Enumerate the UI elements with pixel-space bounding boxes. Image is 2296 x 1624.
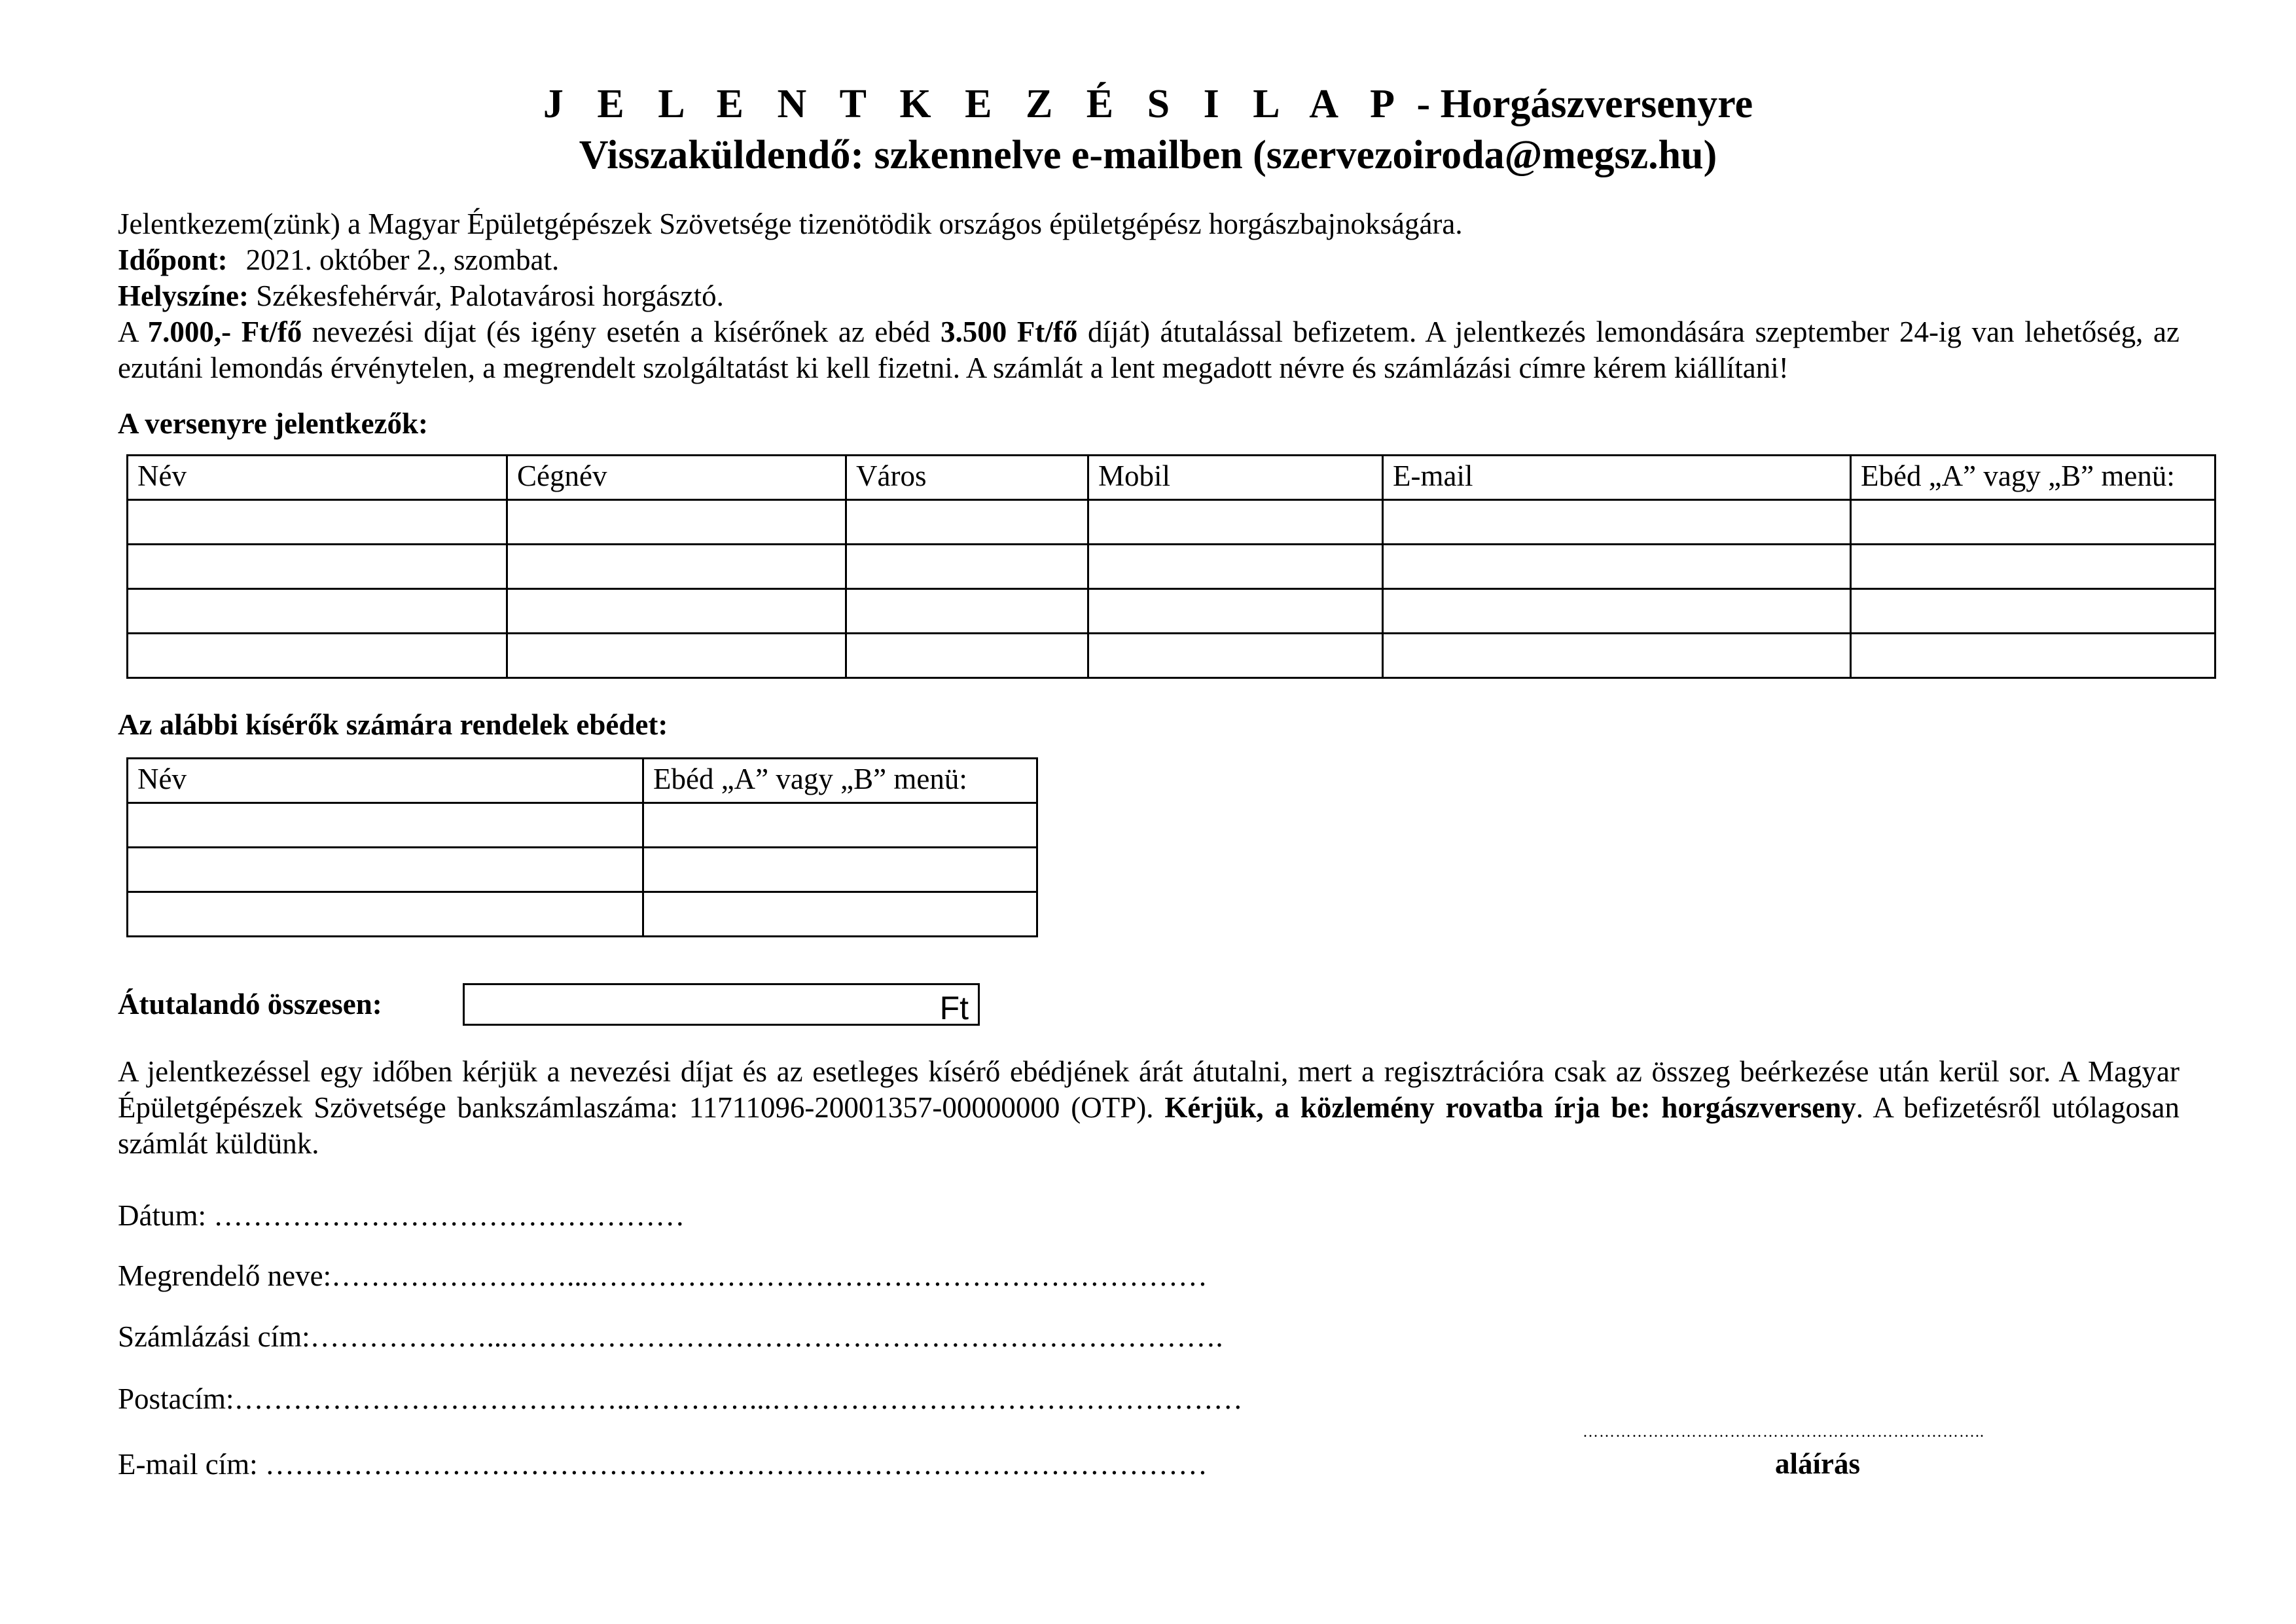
participant-city-cell[interactable] — [846, 634, 1088, 678]
col-header-lunch-menu: Ebéd „A” vagy „B” menü: — [1851, 456, 2215, 500]
companion-col-header-menu: Ebéd „A” vagy „B” menü: — [643, 759, 1037, 803]
fee-paragraph — [118, 314, 2179, 386]
total-label: Átutalandó összesen: — [118, 988, 382, 1020]
participants-heading: A versenyre jelentkezők: — [118, 407, 429, 440]
participant-city-cell[interactable] — [846, 589, 1088, 634]
payment-text-1: A jelentkezéssel egy időben kérjük a nevezési díjat és az esetleges kísérő ebédjének árát átutalni, mert a regisztrációra csak az összeg beérkezése után kerül sor. A Magyar Épületgépészek Szövetsége bankszámlaszáma: 11711096-20001357-00000000 (OTP). — [118, 1055, 2179, 1124]
companion-row — [128, 803, 1037, 848]
participant-row — [128, 545, 2215, 589]
companion-row — [128, 892, 1037, 937]
participant-name-cell[interactable] — [128, 500, 507, 545]
companions-heading: Az alábbi kísérők számára rendelek ebédet: — [118, 708, 668, 741]
payment-reference-note: Kérjük, a közlemény rovatba írja be: horgászverseny — [1164, 1091, 1856, 1124]
participant-menu-cell[interactable] — [1851, 589, 2215, 634]
participant-name-cell[interactable] — [128, 545, 507, 589]
participant-email-cell[interactable] — [1383, 589, 1851, 634]
companion-name-cell[interactable] — [128, 803, 643, 848]
companion-name-cell[interactable] — [128, 848, 643, 892]
email-address-field[interactable]: E-mail cím: …………………………………………………………………………………… — [118, 1448, 1208, 1481]
participant-city-cell[interactable] — [846, 545, 1088, 589]
companion-menu-cell[interactable] — [643, 803, 1037, 848]
companion-menu-cell[interactable] — [643, 848, 1037, 892]
participants-table — [126, 454, 2216, 679]
participant-menu-cell[interactable] — [1851, 500, 2215, 545]
companions-header-row — [128, 759, 1037, 803]
orderer-name-field[interactable]: Megrendelő neve:……………………...……………………………………………………… — [118, 1259, 1208, 1292]
form-title-spaced: J E L E N T K E Z É S I L A P — [543, 82, 1407, 126]
col-header-city: Város — [846, 456, 1088, 500]
participant-name-cell[interactable] — [128, 634, 507, 678]
col-header-name: Név — [128, 456, 507, 500]
participant-company-cell[interactable] — [507, 500, 846, 545]
date-field[interactable]: Dátum: ………………………………………… — [118, 1199, 685, 1232]
fee-text-1: A — [118, 316, 148, 348]
col-header-company: Cégnév — [507, 456, 846, 500]
signature-label: aláírás — [1775, 1447, 1860, 1480]
participants-header-row — [128, 456, 2215, 500]
intro-line: Jelentkezem(zünk) a Magyar Épületgépészek Szövetsége tizenötödik országos épületgépész horgászbajnokságára. — [118, 208, 1463, 240]
participant-row — [128, 500, 2215, 545]
col-header-email: E-mail — [1383, 456, 1851, 500]
participant-mobile-cell[interactable] — [1088, 545, 1383, 589]
companion-menu-cell[interactable] — [643, 892, 1037, 937]
participant-row — [128, 634, 2215, 678]
event-place-value: Székesfehérvár, Palotavárosi horgásztó. — [256, 280, 724, 312]
participant-email-cell[interactable] — [1383, 500, 1851, 545]
participant-company-cell[interactable] — [507, 589, 846, 634]
participant-menu-cell[interactable] — [1851, 634, 2215, 678]
participant-company-cell[interactable] — [507, 634, 846, 678]
payment-paragraph — [118, 1054, 2179, 1162]
billing-address-field[interactable]: Számlázási cím:………………...………………………………………………………………. — [118, 1320, 1223, 1353]
participant-mobile-cell[interactable] — [1088, 634, 1383, 678]
companions-table — [126, 757, 1038, 937]
companion-row — [128, 848, 1037, 892]
event-place-label: Helyszíne: — [118, 280, 249, 312]
total-amount-field[interactable] — [463, 983, 980, 1026]
participant-mobile-cell[interactable] — [1088, 589, 1383, 634]
total-currency-unit: Ft — [939, 990, 969, 1026]
event-date-value: 2021. október 2., szombat. — [245, 244, 560, 276]
participant-mobile-cell[interactable] — [1088, 500, 1383, 545]
payment-text-2: . A befizetésről utólagosan számlát küldünk. — [118, 1091, 2179, 1160]
companion-col-header-name: Név — [128, 759, 643, 803]
fee-amount: 7.000,- Ft/fő — [147, 316, 302, 348]
event-date — [118, 242, 2179, 278]
participant-company-cell[interactable] — [507, 545, 846, 589]
event-place — [118, 278, 2179, 314]
participant-email-cell[interactable] — [1383, 634, 1851, 678]
participant-email-cell[interactable] — [1383, 545, 1851, 589]
col-header-mobile: Mobil — [1088, 456, 1383, 500]
lunch-amount: 3.500 Ft/fő — [941, 316, 1078, 348]
participant-row — [128, 589, 2215, 634]
signature-line[interactable]: ……………………………………………………………….. — [1583, 1424, 1984, 1441]
companion-name-cell[interactable] — [128, 892, 643, 937]
form-title-rest: - Horgászversenyre — [1407, 82, 1753, 126]
participant-name-cell[interactable] — [128, 589, 507, 634]
fee-text-3: díját) átutalással befizetem. A jelentkezés lemondására szeptember 24-ig van lehetőség, az ezutáni lemondás érvénytelen, a megrendelt szolgáltatást ki kell fizetni. A számlát a lent megadott névre és számlázási címre kérem kiállítani! — [118, 316, 2179, 384]
participant-city-cell[interactable] — [846, 500, 1088, 545]
fee-text-2: nevezési díjat (és igény esetén a kísérőnek az ebéd — [302, 316, 941, 348]
postal-address-field[interactable]: Postacím:…………………………………..…………...………………………………………… — [118, 1382, 1243, 1415]
form-title — [0, 79, 2296, 130]
form-subtitle: Visszaküldendő: szkennelve e-mailben (szervezoiroda@megsz.hu) — [579, 133, 1717, 177]
event-date-label: Időpont: — [118, 244, 228, 276]
participant-menu-cell[interactable] — [1851, 545, 2215, 589]
